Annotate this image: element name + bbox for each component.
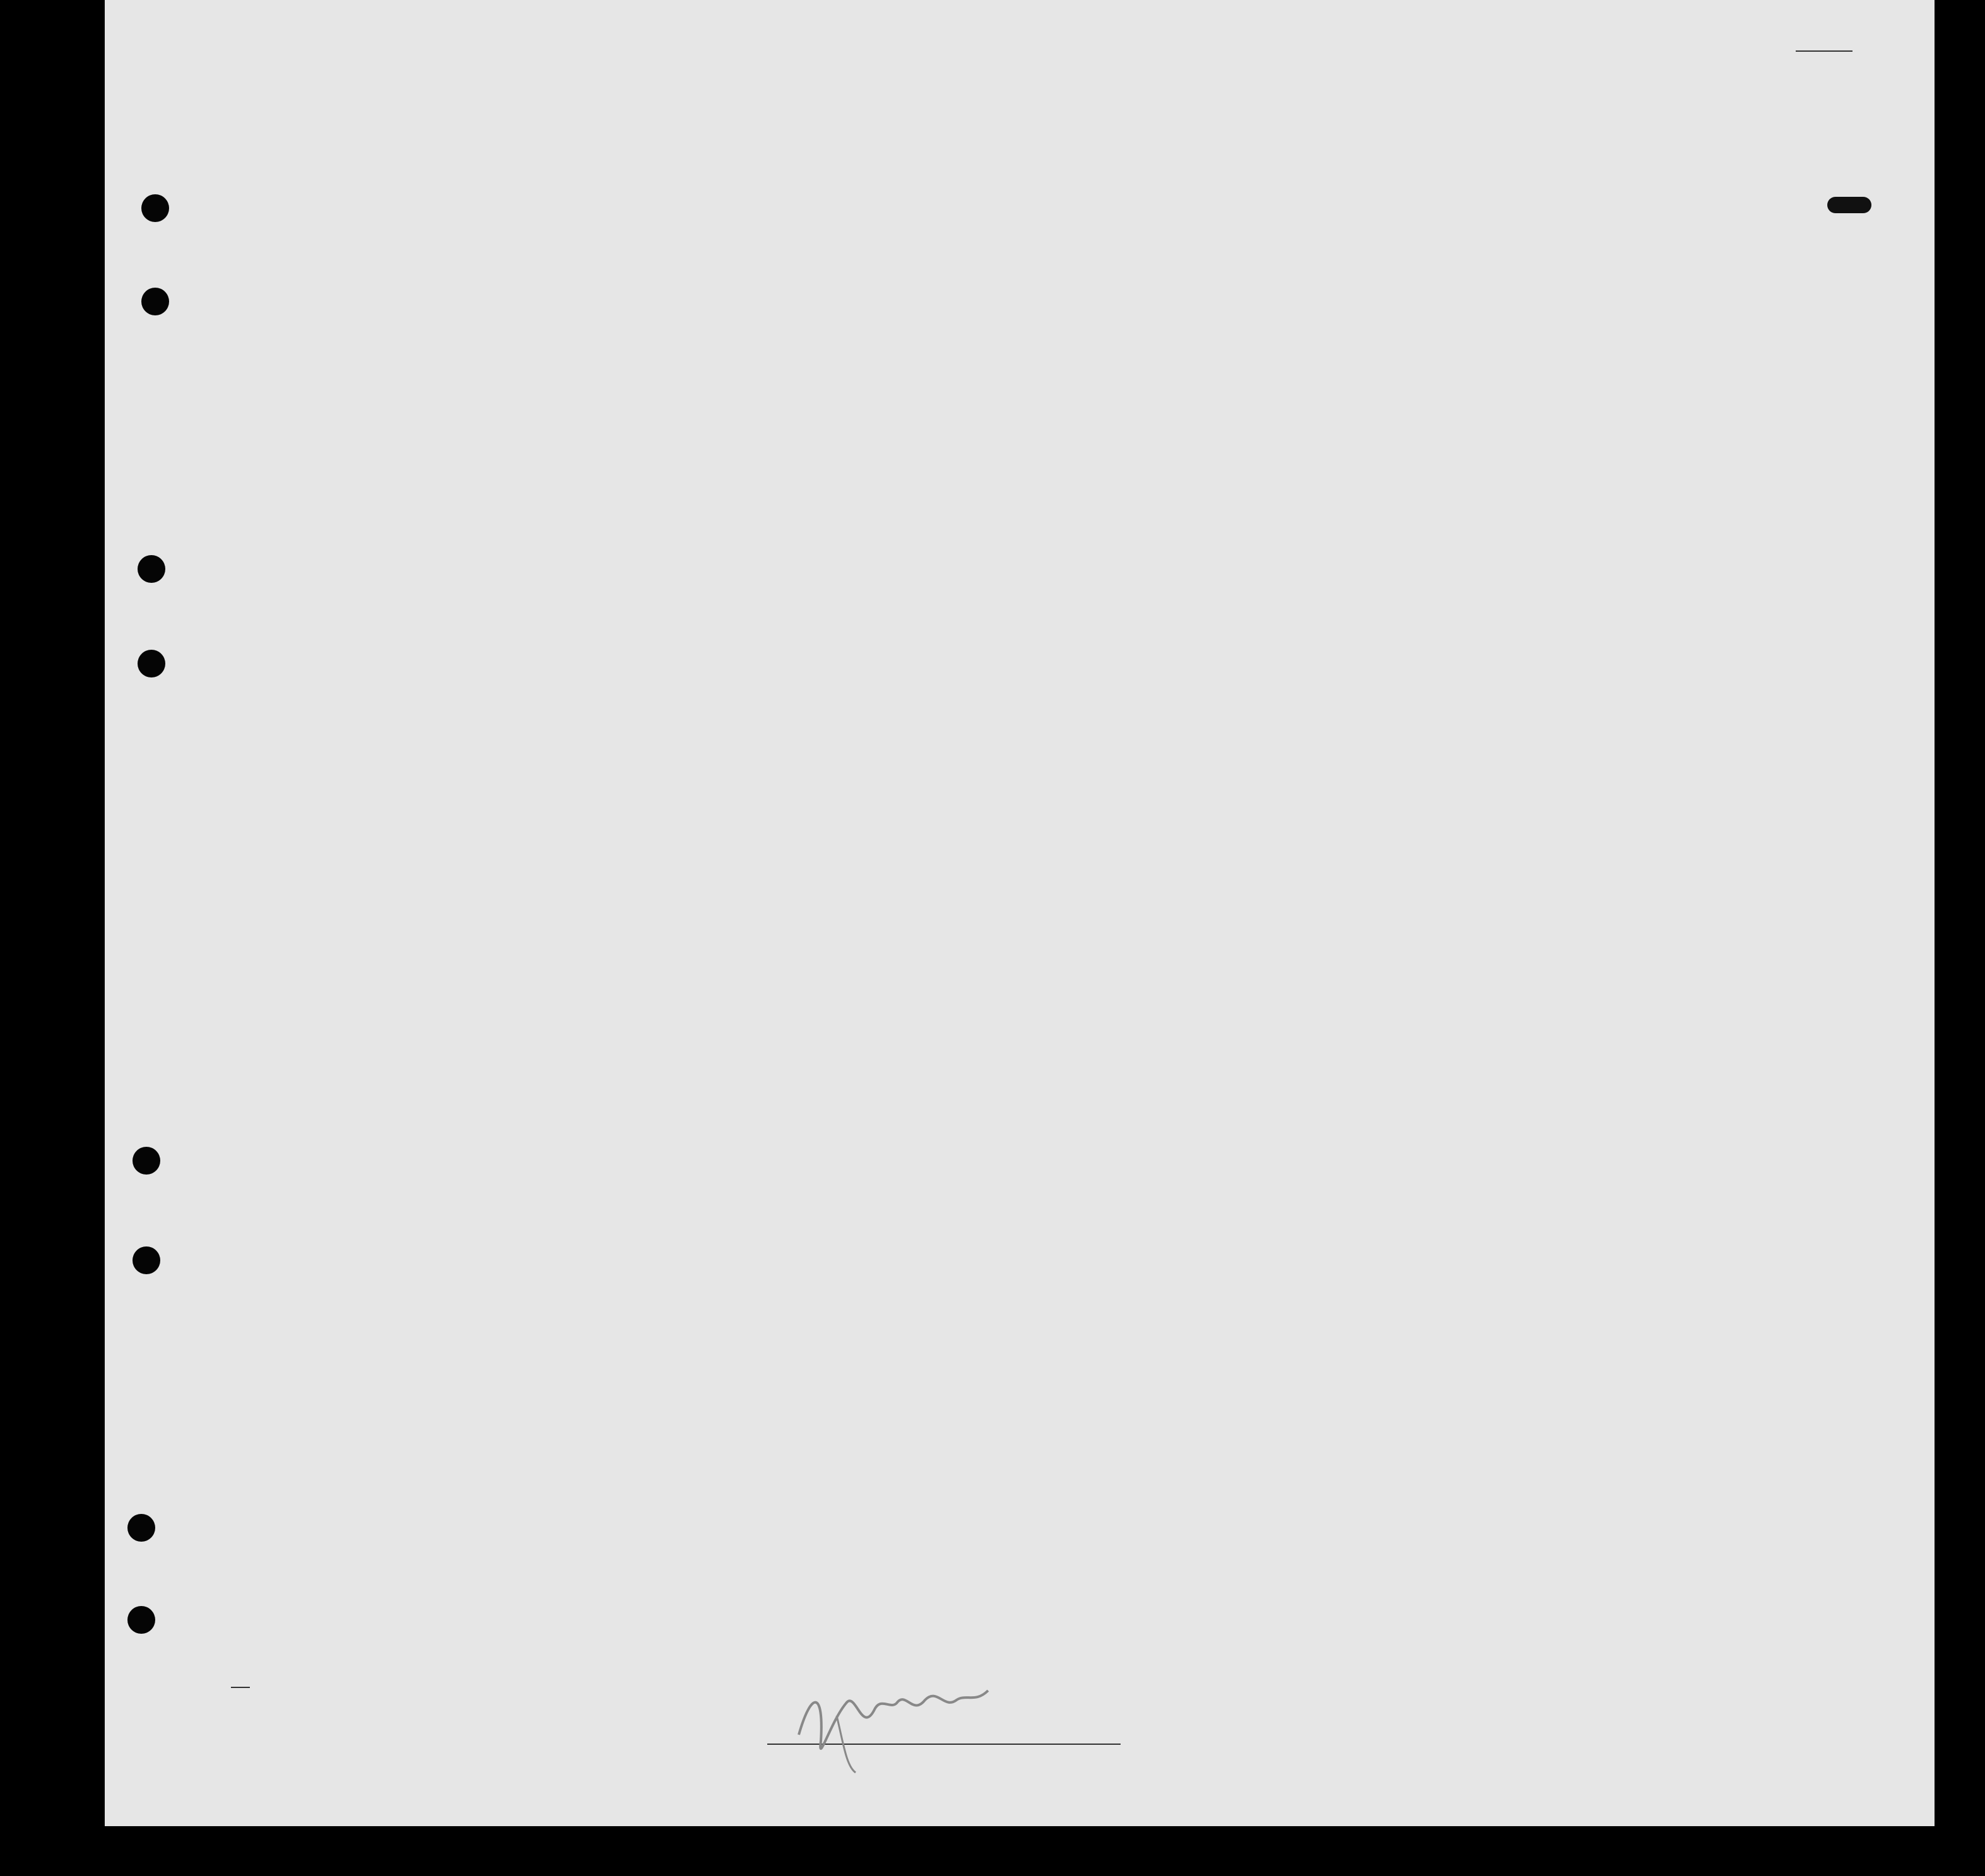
- punch-hole: [141, 194, 169, 222]
- table-grid: [105, 0, 1935, 1826]
- punch-hole: [141, 288, 169, 315]
- punch-hole: [133, 1147, 160, 1175]
- inspector-signature: [786, 1665, 1013, 1779]
- redaction-mark: [1827, 197, 1871, 213]
- punch-hole: [133, 1246, 160, 1274]
- line-value: [231, 1687, 250, 1688]
- punch-hole: [138, 650, 165, 677]
- manifest-sheet: [105, 0, 1935, 1826]
- sheet-number: [1796, 50, 1852, 52]
- punch-hole: [138, 555, 165, 583]
- punch-hole: [127, 1606, 155, 1634]
- punch-hole: [127, 1514, 155, 1542]
